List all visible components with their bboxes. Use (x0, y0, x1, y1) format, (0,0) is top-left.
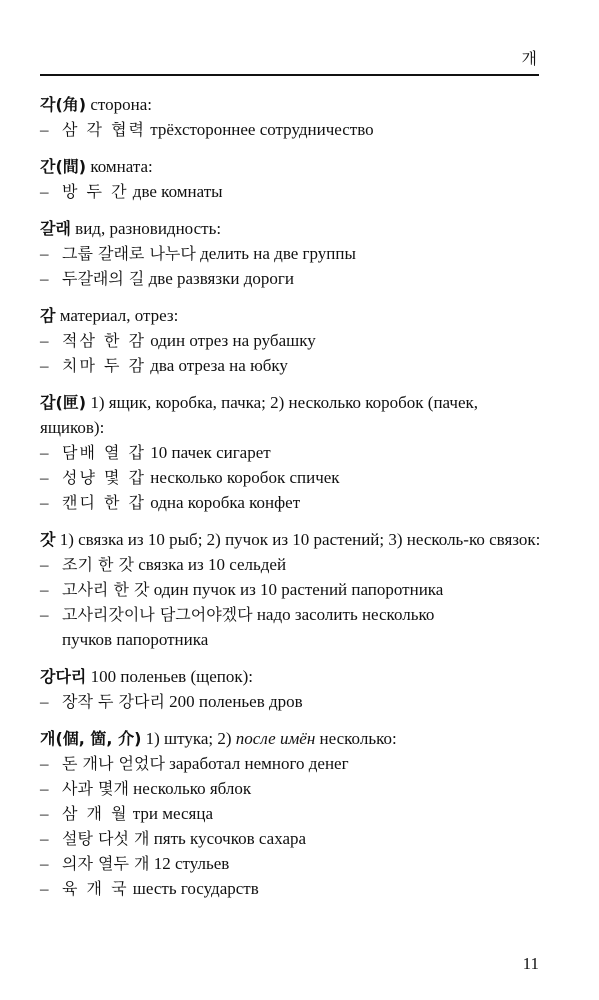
example-korean: 적삼 한 감 (62, 331, 146, 350)
example-translation: несколько коробок спичек (146, 468, 340, 487)
example-korean: 치마 두 감 (62, 356, 146, 375)
definition: вид, разновидность: (70, 219, 222, 238)
dictionary-entry (40, 664, 543, 714)
entry-headline (40, 216, 543, 241)
example-translation: 200 поленьев дров (164, 692, 303, 711)
definition: 1) связка из 10 рыб; 2) пучок из 10 растений; 3) несколь-ко связок: (55, 530, 541, 549)
dash: – (40, 331, 49, 350)
example-translation: один пучок из 10 растений папоротника (149, 580, 444, 599)
dash: – (40, 580, 49, 599)
example-continuation: пучков папоротника (62, 630, 209, 649)
example-translation: связка из 10 сельдей (134, 555, 287, 574)
example-korean: 고사리 한 갓 (62, 580, 150, 599)
example (40, 117, 543, 142)
dash: – (40, 779, 49, 798)
example-korean: 조기 한 갓 (62, 555, 134, 574)
dash: – (40, 269, 49, 288)
example (40, 353, 543, 378)
dash: – (40, 443, 49, 462)
example (40, 552, 543, 577)
dash: – (40, 493, 49, 512)
entry-headline (40, 664, 543, 689)
headword: 각(角) (40, 95, 87, 114)
example-translation: несколько яблок (128, 779, 252, 798)
example-translation: две развязки дороги (144, 269, 294, 288)
example-translation: надо засолить несколько (252, 605, 435, 624)
dictionary-entry (40, 216, 543, 291)
dash: – (40, 829, 49, 848)
example-korean: 고사리갓이나 담그어야겠다 (62, 605, 253, 624)
example (40, 266, 543, 291)
headword: 강다리 (40, 667, 87, 686)
dictionary-entry (40, 726, 543, 901)
dictionary-entry (40, 390, 543, 515)
dash: – (40, 468, 49, 487)
example-translation: пять кусочков сахара (149, 829, 307, 848)
example (40, 328, 543, 353)
example-translation: три месяца (128, 804, 214, 823)
entry-headline (40, 726, 543, 751)
dash: – (40, 120, 49, 139)
header-rule (40, 74, 539, 76)
dash: – (40, 804, 49, 823)
headword: 갈래 (40, 219, 71, 238)
entry-headline (40, 303, 543, 328)
example (40, 440, 543, 465)
example (40, 801, 543, 826)
example-translation: один отрез на рубашку (146, 331, 316, 350)
entry-headline (40, 527, 543, 552)
dictionary-entry (40, 303, 543, 378)
example-korean: 사과 몇개 (62, 779, 129, 798)
example-korean: 돈 개나 얻었다 (62, 754, 165, 773)
example (40, 602, 543, 627)
example-translation: одна коробка конфет (146, 493, 301, 512)
definition-tail: несколько: (315, 729, 397, 748)
example-translation: 12 стульев (149, 854, 230, 873)
headword: 갑(匣) (40, 393, 87, 412)
dash: – (40, 692, 49, 711)
dash: – (40, 605, 49, 624)
example-korean: 삼 개 월 (62, 804, 129, 823)
example (40, 179, 543, 204)
page-number: 11 (522, 954, 539, 973)
example (40, 776, 543, 801)
dictionary-entry (40, 92, 543, 142)
example (40, 465, 543, 490)
dash: – (40, 182, 49, 201)
example-korean: 담배 열 갑 (62, 443, 146, 462)
headword: 갓 (40, 530, 56, 549)
example (40, 577, 543, 602)
example-translation: 10 пачек сигарет (146, 443, 271, 462)
example-korean: 캔디 한 갑 (62, 493, 146, 512)
example-korean: 장작 두 강다리 (62, 692, 165, 711)
example-korean: 그룹 갈래로 나누다 (62, 244, 196, 263)
example-translation: два отреза на юбку (146, 356, 288, 375)
example-translation: заработал немного денег (164, 754, 349, 773)
example (40, 851, 543, 876)
entry-headline (40, 154, 543, 179)
example-translation: две комнаты (128, 182, 223, 201)
entries-list (40, 92, 543, 913)
example-korean: 두갈래의 길 (62, 269, 145, 288)
entry-headline (40, 92, 543, 117)
dash: – (40, 854, 49, 873)
dash: – (40, 754, 49, 773)
example-korean: 의자 열두 개 (62, 854, 150, 873)
entry-headline (40, 390, 543, 440)
example (40, 490, 543, 515)
dictionary-entry (40, 527, 543, 652)
example (40, 241, 543, 266)
dash: – (40, 879, 49, 898)
example (40, 751, 543, 776)
example-translation: трёхстороннее сотрудничество (146, 120, 374, 139)
example-korean: 방 두 간 (62, 182, 129, 201)
headword: 개(個, 箇, 介) (40, 729, 142, 748)
example (40, 826, 543, 851)
headword: 감 (40, 306, 56, 325)
example-translation: делить на две группы (195, 244, 356, 263)
example-korean: 삼 각 협력 (62, 120, 146, 139)
definition: комната: (86, 157, 153, 176)
dash: – (40, 555, 49, 574)
definition: сторона: (86, 95, 152, 114)
example-korean: 설탕 다섯 개 (62, 829, 150, 848)
running-head: 개 (521, 49, 537, 68)
definition: 100 поленьев (щепок): (86, 667, 253, 686)
definition: 1) ящик, коробка, пачка; 2) несколько коробок (пачек, ящиков): (40, 393, 479, 437)
example-translation: шесть государств (128, 879, 259, 898)
example-korean: 육 개 국 (62, 879, 129, 898)
example (40, 689, 543, 714)
definition: материал, отрез: (55, 306, 179, 325)
example (40, 876, 543, 901)
definition-italic: после имён (235, 729, 316, 748)
definition: 1) штука; 2) (141, 729, 236, 748)
headword: 간(間) (40, 157, 87, 176)
dictionary-entry (40, 154, 543, 204)
dash: – (40, 244, 49, 263)
dash: – (40, 356, 49, 375)
example-korean: 성냥 몇 갑 (62, 468, 146, 487)
